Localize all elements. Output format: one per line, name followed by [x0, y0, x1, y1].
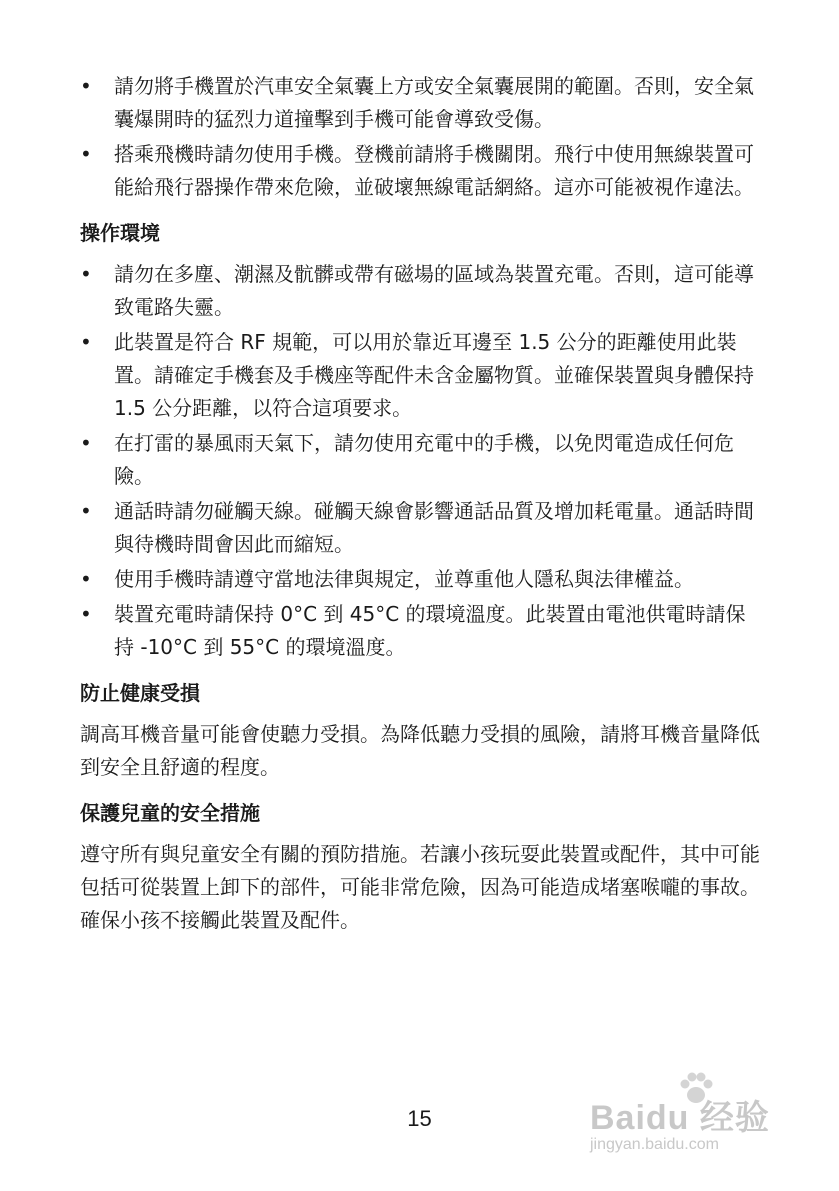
- list-item: • 此裝置是符合 RF 規範，可以用於靠近耳邊至 1.5 公分的距離使用此裝置。請確定手機套及手機座等配件未含金屬物質。並確保裝置與身體保持 1.5 公分距離，以符合這項要求。: [80, 326, 760, 425]
- baidu-watermark: [590, 1068, 790, 1163]
- list-item: • 使用手機時請遵守當地法律與規定，並尊重他人隱私與法律權益。: [80, 563, 760, 596]
- section-heading-operating-environment: 操作環境: [80, 221, 160, 245]
- list-item: • 在打雷的暴風雨天氣下，請勿使用充電中的手機，以免閃電造成任何危險。: [80, 427, 760, 493]
- operating-environment-list: [80, 258, 760, 664]
- section-heading-child-safety: 保護兒童的安全措施: [80, 801, 260, 825]
- watermark-url: jingyan.baidu.com: [590, 1136, 719, 1153]
- page-number: 15: [407, 1106, 432, 1131]
- list-item: • 搭乘飛機時請勿使用手機。登機前請將手機關閉。飛行中使用無線裝置可能給飛行器操作帶來危險，並破壞無線電話網絡。這亦可能被視作違法。: [80, 138, 760, 204]
- health-paragraph: 調高耳機音量可能會使聽力受損。為降低聽力受損的風險，請將耳機音量降低到安全且舒適的程度。: [80, 722, 760, 779]
- child-safety-paragraph: 遵守所有與兒童安全有關的預防措施。若讓小孩玩耍此裝置或配件，其中可能包括可從裝置上卸下的部件，可能非常危險，因為可能造成堵塞喉嚨的事故。確保小孩不接觸此裝置及配件。: [80, 842, 760, 932]
- list-item: • 請勿在多塵、潮濕及骯髒或帶有磁場的區域為裝置充電。否則，這可能導致電路失靈。: [80, 258, 760, 324]
- section-heading-health: 防止健康受損: [80, 681, 200, 705]
- safety-list-intro: [80, 70, 760, 204]
- list-item: • 裝置充電時請保持 0°C 到 45°C 的環境溫度。此裝置由電池供電時請保持 -10°C 到 55°C 的環境溫度。: [80, 598, 760, 664]
- page-content: [80, 70, 760, 945]
- watermark-brand: Baidu 经验: [590, 1099, 770, 1137]
- list-item: • 通話時請勿碰觸天線。碰觸天線會影響通話品質及增加耗電量。通話時間與待機時間會因此而縮短。: [80, 495, 760, 561]
- list-item: • 請勿將手機置於汽車安全氣囊上方或安全氣囊展開的範圍。否則，安全氣囊爆開時的猛烈力道撞擊到手機可能會導致受傷。: [80, 70, 760, 136]
